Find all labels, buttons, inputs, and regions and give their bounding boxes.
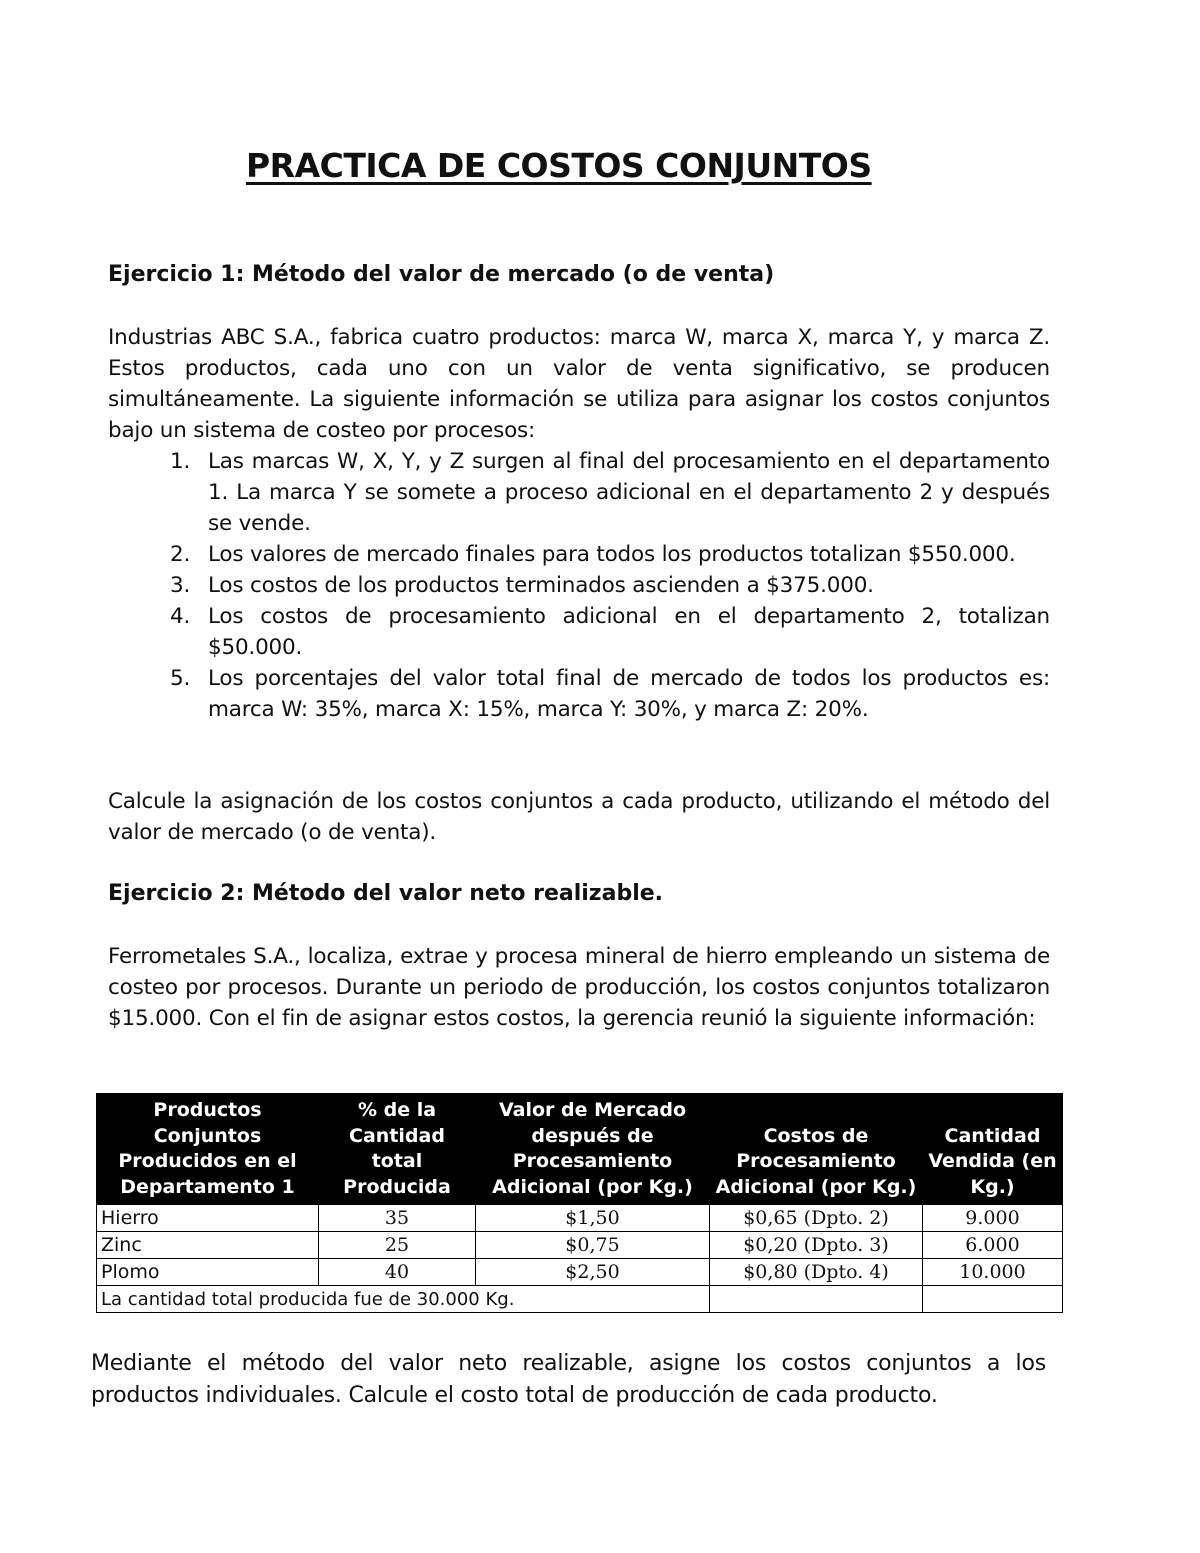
cell-processing-cost: $0,80 (Dpto. 4) <box>710 1259 923 1286</box>
column-header-processing-cost: Costos de Procesamiento Adicional (por Kg.) <box>710 1094 923 1205</box>
cell-quantity-sold: 9.000 <box>923 1205 1063 1232</box>
table-footnote: La cantidad total producida fue de 30.000 Kg. <box>97 1286 710 1313</box>
empty-cell <box>710 1286 923 1313</box>
cell-product: Hierro <box>97 1205 319 1232</box>
table-header-row <box>97 1094 1063 1205</box>
table-footnote-row <box>97 1286 1063 1313</box>
cell-market-value: $2,50 <box>476 1259 710 1286</box>
list-item: 1. Las marcas W, X, Y, y Z surgen al final del procesamiento en el departamento 1. La marca Y se somete a proceso adicional en el departamento 2 y después se vende. <box>170 449 1050 536</box>
column-header-market-value: Valor de Mercado después de Procesamiento Adicional (por Kg.) <box>476 1094 710 1205</box>
products-table <box>96 1093 1063 1313</box>
list-item: 4. Los costos de procesamiento adicional en el departamento 2, totalizan $50.000. <box>170 604 1050 660</box>
column-header-quantity-sold: Cantidad Vendida (en Kg.) <box>923 1094 1063 1205</box>
cell-quantity-sold: 10.000 <box>923 1259 1063 1286</box>
exercise-2-intro: Ferrometales S.A., localiza, extrae y procesa mineral de hierro empleando un sistema de costeo por procesos. Durante un periodo de producción, los costos conjuntos totalizaron $15.000. Con el fin de asignar estos costos, la gerencia reunió la siguiente información: <box>108 944 1050 1031</box>
table-row <box>97 1259 1063 1286</box>
list-item: 3. Los costos de los productos terminados ascienden a $375.000. <box>170 573 874 598</box>
exercise-2-heading: Ejercicio 2: Método del valor neto realizable. <box>108 881 664 906</box>
page-title: PRACTICA DE COSTOS CONJUNTOS <box>246 146 872 185</box>
cell-product: Zinc <box>97 1232 319 1259</box>
cell-product: Plomo <box>97 1259 319 1286</box>
cell-market-value: $1,50 <box>476 1205 710 1232</box>
cell-quantity-sold: 6.000 <box>923 1232 1063 1259</box>
cell-processing-cost: $0,65 (Dpto. 2) <box>710 1205 923 1232</box>
exercise-1-instruction: Calcule la asignación de los costos conjuntos a cada producto, utilizando el método del valor de mercado (o de venta). <box>108 789 1050 845</box>
list-item: 5. Los porcentajes del valor total final de mercado de todos los productos es: marca W: 35%, marca X: 15%, marca Y: 30%, y marca Z: 20%. <box>170 666 1050 722</box>
empty-cell <box>923 1286 1063 1313</box>
cell-market-value: $0,75 <box>476 1232 710 1259</box>
column-header-products: Productos Conjuntos Producidos en el Departamento 1 <box>97 1094 319 1205</box>
table-row <box>97 1205 1063 1232</box>
exercise-1-intro: Industrias ABC S.A., fabrica cuatro productos: marca W, marca X, marca Y, y marca Z. Estos productos, cada uno con un valor de venta significativo, se producen simultáneamente. La siguiente información se utiliza para asignar los costos conjuntos bajo un sistema de costeo por procesos: <box>108 325 1050 443</box>
exercise-1-list <box>108 446 1050 725</box>
cell-percent: 40 <box>319 1259 476 1286</box>
exercise-2-instruction: Mediante el método del valor neto realizable, asigne los costos conjuntos a los productos individuales. Calcule el costo total de producción de cada producto. <box>91 1351 1046 1408</box>
cell-processing-cost: $0,20 (Dpto. 3) <box>710 1232 923 1259</box>
cell-percent: 35 <box>319 1205 476 1232</box>
exercise-1-heading: Ejercicio 1: Método del valor de mercado (o de venta) <box>108 262 775 287</box>
table-row <box>97 1232 1063 1259</box>
column-header-percent: % de la Cantidad total Producida <box>319 1094 476 1205</box>
list-item: 2. Los valores de mercado finales para todos los productos totalizan $550.000. <box>170 542 1016 567</box>
cell-percent: 25 <box>319 1232 476 1259</box>
